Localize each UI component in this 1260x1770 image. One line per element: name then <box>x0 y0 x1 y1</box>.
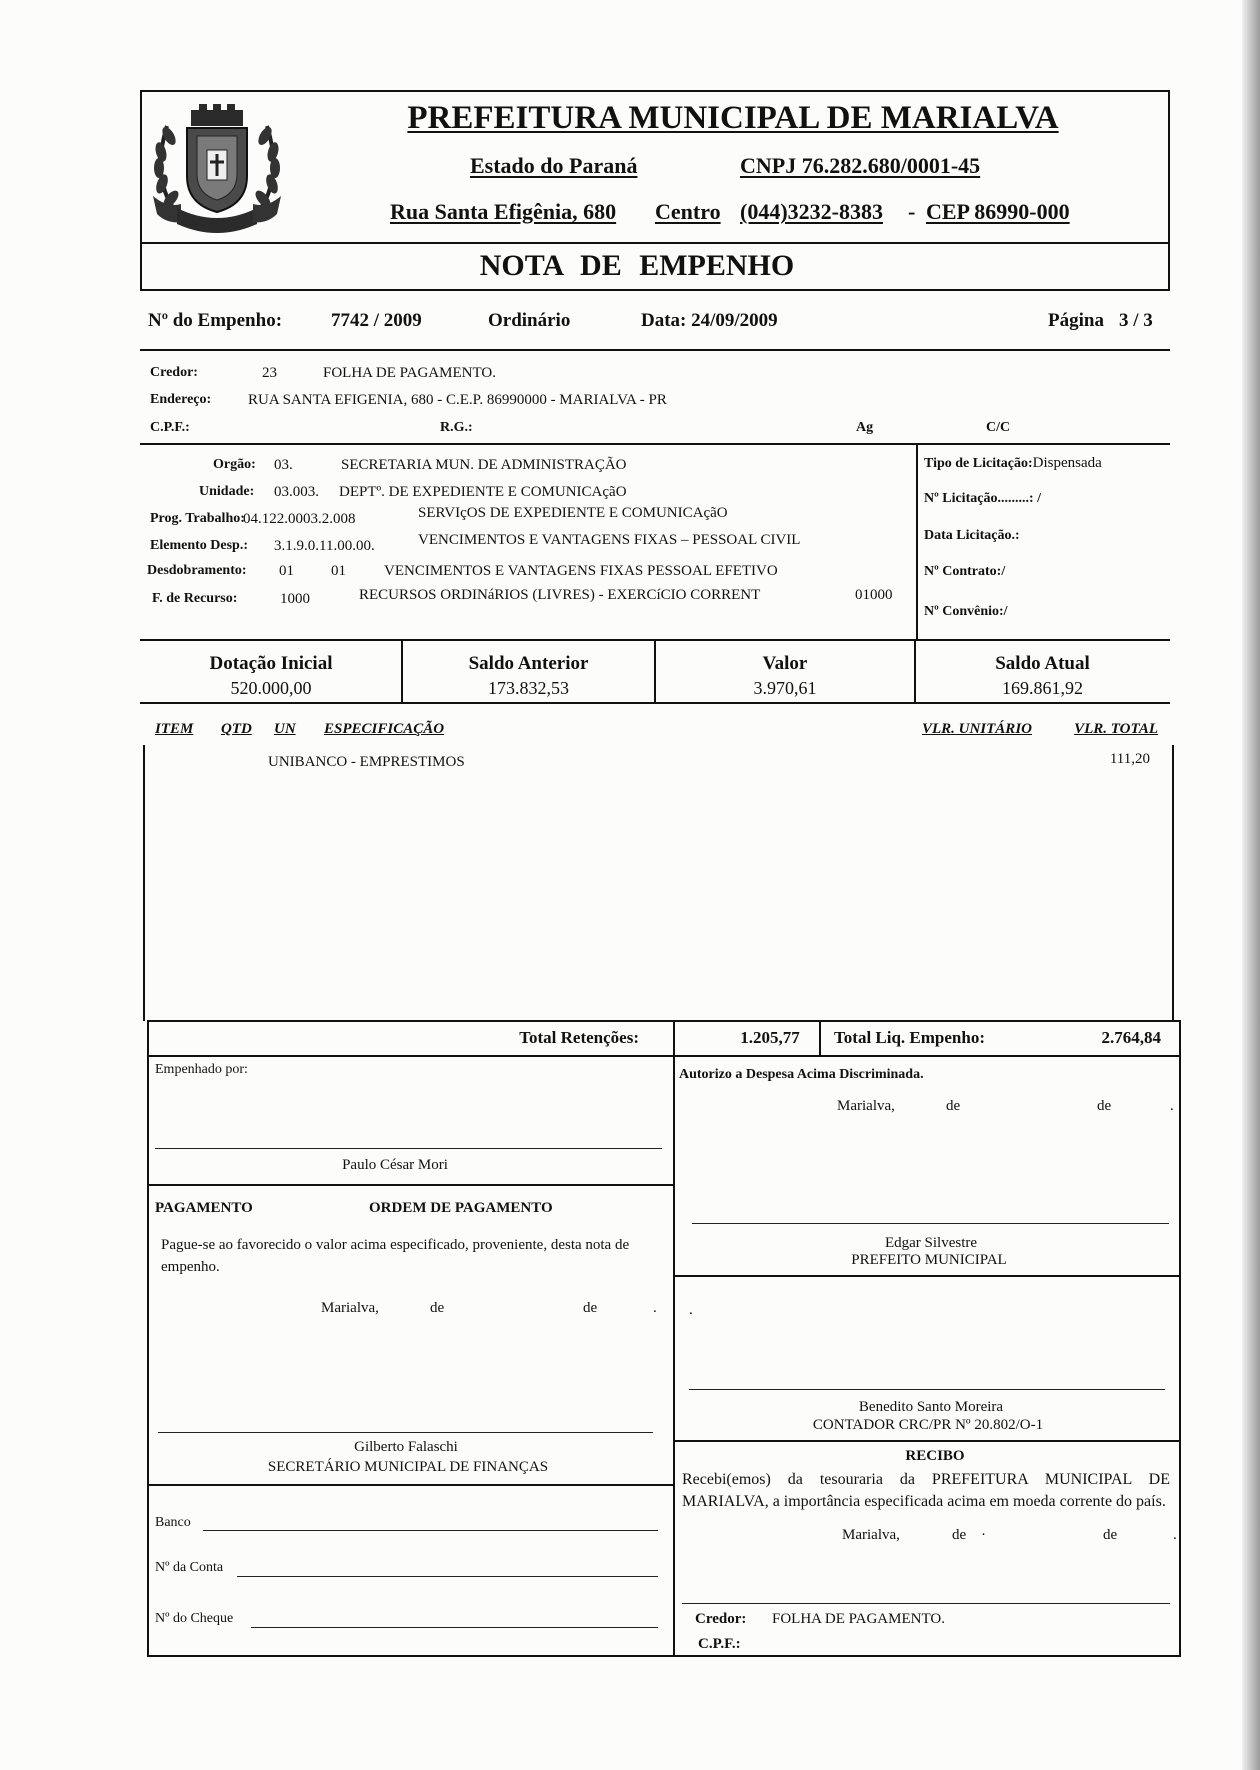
divider-credor <box>140 443 1170 445</box>
items-header-spec: ESPECIFICAÇÃO <box>324 721 445 737</box>
contrato-numero: Nº Contrato:/ <box>924 564 1006 579</box>
pagamento-city: Marialva, <box>321 1300 379 1316</box>
valor-value: 3.970,61 <box>753 678 817 698</box>
autorizo-text: Autorizo a Despesa Acima Discriminada. <box>679 1067 924 1082</box>
secretario-title: SECRETÁRIO MUNICIPAL DE FINANÇAS <box>267 1459 549 1475</box>
scan-page-edge <box>1242 0 1260 1770</box>
programa-code: 04.122.0003.2.008 <box>243 511 356 527</box>
unidade-label: Unidade: <box>199 484 255 499</box>
banco-label: Banco <box>155 1515 191 1530</box>
items-header-unit-value: VLR. UNITÁRIO <box>921 721 1032 737</box>
elemento-label: Elemento Desp.: <box>150 538 248 553</box>
recibo-de-2: de <box>1103 1527 1118 1543</box>
pagamento-de-2: de <box>583 1300 598 1316</box>
item-row-total: 111,20 <box>1109 751 1150 767</box>
autorizacao-de-2: de <box>1097 1098 1112 1114</box>
bottom-center-divider <box>673 1020 675 1657</box>
pagamento-label: PAGAMENTO <box>155 1200 253 1216</box>
autorizacao-dot: . <box>1170 1098 1174 1114</box>
items-header-item: ITEM <box>155 721 194 737</box>
state-name: Estado do Paraná <box>470 153 638 178</box>
desdobramento-code: 01 <box>279 563 294 579</box>
autorizacao-de-1: de <box>946 1098 961 1114</box>
prefeito-signature-line <box>692 1223 1169 1224</box>
bottom-box <box>147 1020 1181 1657</box>
desdobramento-code2: 01 <box>331 563 346 579</box>
dotacao-inicial-label: Dotação Inicial <box>209 653 333 674</box>
orgao-label: Orgão: <box>213 457 256 472</box>
desdobramento-label: Desdobramento: <box>147 563 247 578</box>
contador-title: CONTADOR CRC/PR Nº 20.802/O-1 <box>812 1417 1044 1433</box>
divider-empenho <box>140 349 1170 351</box>
orgao-description: SECRETARIA MUN. DE ADMINISTRAÇÃO <box>341 457 627 473</box>
credor-code: 23 <box>262 365 277 381</box>
desdobramento-description: VENCIMENTOS E VANTAGENS FIXAS PESSOAL EFETIVO <box>384 563 778 579</box>
saldo-anterior-label: Saldo Anterior <box>468 653 589 674</box>
cheque-line <box>251 1627 658 1628</box>
banco-line <box>203 1530 658 1531</box>
rg-label: R.G.: <box>440 420 473 435</box>
valor-label: Valor <box>762 653 808 674</box>
unidade-code: 03.003. <box>274 484 319 500</box>
document-title: NOTA DE EMPENHO <box>479 249 795 282</box>
secretario-name: Gilberto Falaschi <box>354 1439 458 1455</box>
recibo-credor-label: Credor: <box>695 1611 747 1627</box>
elemento-description: VENCIMENTOS E VANTAGENS FIXAS – PESSOAL CIVIL <box>418 532 801 548</box>
cheque-label: Nº do Cheque <box>155 1611 234 1626</box>
secretario-signature-line <box>158 1432 653 1433</box>
empenho-number-label: Nº do Empenho: <box>148 310 283 331</box>
divider-banco <box>147 1484 674 1486</box>
item-row-spec: UNIBANCO - EMPRESTIMOS <box>268 754 465 770</box>
licitacao-numero: Nº Licitação.........: / <box>924 491 1041 506</box>
saldo-atual-label: Saldo Atual <box>995 653 1090 674</box>
items-header-total-value: VLR. TOTAL <box>1074 721 1158 737</box>
recibo-city: Marialva, <box>842 1527 900 1543</box>
orgao-code: 03. <box>274 457 293 473</box>
elemento-code: 3.1.9.0.11.00.00. <box>274 538 375 554</box>
coat-of-arms-logo <box>147 96 287 242</box>
recurso-description: RECURSOS ORDINáRIOS (LIVRES) - EXERCíCIO CORRENT <box>359 587 761 603</box>
licitacao-data: Data Licitação.: <box>924 528 1020 543</box>
address-district: Centro <box>655 199 721 224</box>
cep: CEP 86990-000 <box>926 199 1070 224</box>
licitacao-tipo-label: Tipo de Licitação: <box>924 456 1033 471</box>
divider-contador <box>674 1275 1181 1277</box>
recibo-signature-line <box>682 1603 1170 1604</box>
items-left-border <box>143 745 145 1021</box>
address-street: Rua Santa Efigênia, 680 <box>390 199 617 224</box>
prefeito-title: PREFEITO MUNICIPAL <box>851 1252 1007 1268</box>
cnpj: CNPJ 76.282.680/0001-45 <box>740 153 981 178</box>
total-retencoes-label: Total Retenções: <box>519 1028 639 1047</box>
recurso-extra-code: 01000 <box>855 587 893 603</box>
recibo-text: Recebi(emos) da tesouraria da PREFEITURA MUNICIPAL DE MARIALVA, a importância especificada acima em moeda corrente do país. <box>682 1471 1170 1510</box>
credor-name: FOLHA DE PAGAMENTO. <box>323 365 496 381</box>
prefeito-name: Edgar Silvestre <box>884 1235 978 1251</box>
saldo-anterior-value: 173.832,53 <box>488 678 569 698</box>
page-number: 3 / 3 <box>1119 310 1153 331</box>
licitacao-tipo <box>924 454 1102 473</box>
divider-amounts <box>140 702 1170 704</box>
conta-label: Nº da Conta <box>155 1560 224 1575</box>
recibo-mark: · <box>981 1527 986 1543</box>
total-retencoes-value: 1.205,77 <box>740 1028 800 1047</box>
convenio-numero: Nº Convênio:/ <box>924 604 1008 619</box>
credor-address: RUA SANTA EFIGENIA, 680 - C.E.P. 86990000 - MARIALVA - PR <box>248 392 667 408</box>
divider-licitacao <box>916 444 918 640</box>
conta-line <box>237 1576 658 1577</box>
items-right-border <box>1172 745 1174 1021</box>
pagamento-de-1: de <box>430 1300 445 1316</box>
items-header-qtd: QTD <box>221 721 252 737</box>
programa-description: SERVIçOS DE EXPEDIENTE E COMUNICAçãO <box>418 505 728 521</box>
divider-totals <box>147 1055 1181 1057</box>
pagamento-dot: . <box>653 1300 657 1316</box>
municipality-title: PREFEITURA MUNICIPAL DE MARIALVA <box>407 100 1059 136</box>
pagamento-text: Pague-se ao favorecido o valor acima especificado, proveniente, desta nota de empenho. <box>161 1237 630 1275</box>
contador-dot: . <box>689 1302 693 1318</box>
header-divider <box>140 242 1170 244</box>
address-label: Endereço: <box>150 392 212 407</box>
empenhado-signer: Paulo César Mori <box>342 1157 448 1173</box>
saldo-atual-value: 169.861,92 <box>1002 678 1083 698</box>
empenhado-signature-line <box>155 1148 662 1149</box>
account-label: C/C <box>986 420 1011 435</box>
dotacao-inicial-value: 520.000,00 <box>230 678 312 698</box>
programa-label: Prog. Trabalho: <box>150 511 245 526</box>
recibo-de-1: de <box>952 1527 967 1543</box>
recurso-label: F. de Recurso: <box>152 591 238 606</box>
agency-label: Ag <box>856 420 874 435</box>
cpf-label: C.P.F.: <box>150 420 190 435</box>
total-liquido-label: Total Liq. Empenho: <box>834 1028 985 1047</box>
ordem-pagamento-title: ORDEM DE PAGAMENTO <box>369 1200 553 1216</box>
divider-recibo <box>674 1440 1181 1442</box>
recibo-title: RECIBO <box>905 1448 965 1464</box>
phone-number: (044)3232-8383 <box>740 199 883 224</box>
unidade-description: DEPTº. DE EXPEDIENTE E COMUNICAçãO <box>339 484 627 500</box>
recibo-cpf-label: C.P.F.: <box>698 1636 741 1652</box>
empenho-number: 7742 / 2009 <box>331 310 422 331</box>
recibo-credor-name: FOLHA DE PAGAMENTO. <box>772 1611 945 1627</box>
total-liquido-value: 2.764,84 <box>1101 1028 1161 1047</box>
items-header-un: UN <box>274 721 296 737</box>
contador-signature-line <box>689 1389 1165 1390</box>
recurso-code: 1000 <box>280 591 310 607</box>
empenho-type: Ordinário <box>488 310 571 331</box>
recibo-dot: . <box>1173 1527 1177 1543</box>
empenho-date: Data: 24/09/2009 <box>641 310 778 331</box>
page-label: Página <box>1048 310 1104 331</box>
contador-name: Benedito Santo Moreira <box>858 1399 1004 1415</box>
autorizacao-city: Marialva, <box>837 1098 895 1114</box>
address-separator: - <box>908 199 916 224</box>
licitacao-tipo-value: Dispensada <box>1032 455 1102 471</box>
divider-pagamento <box>147 1184 674 1186</box>
credor-label: Credor: <box>150 365 198 380</box>
empenhado-por-label: Empenhado por: <box>155 1062 248 1077</box>
